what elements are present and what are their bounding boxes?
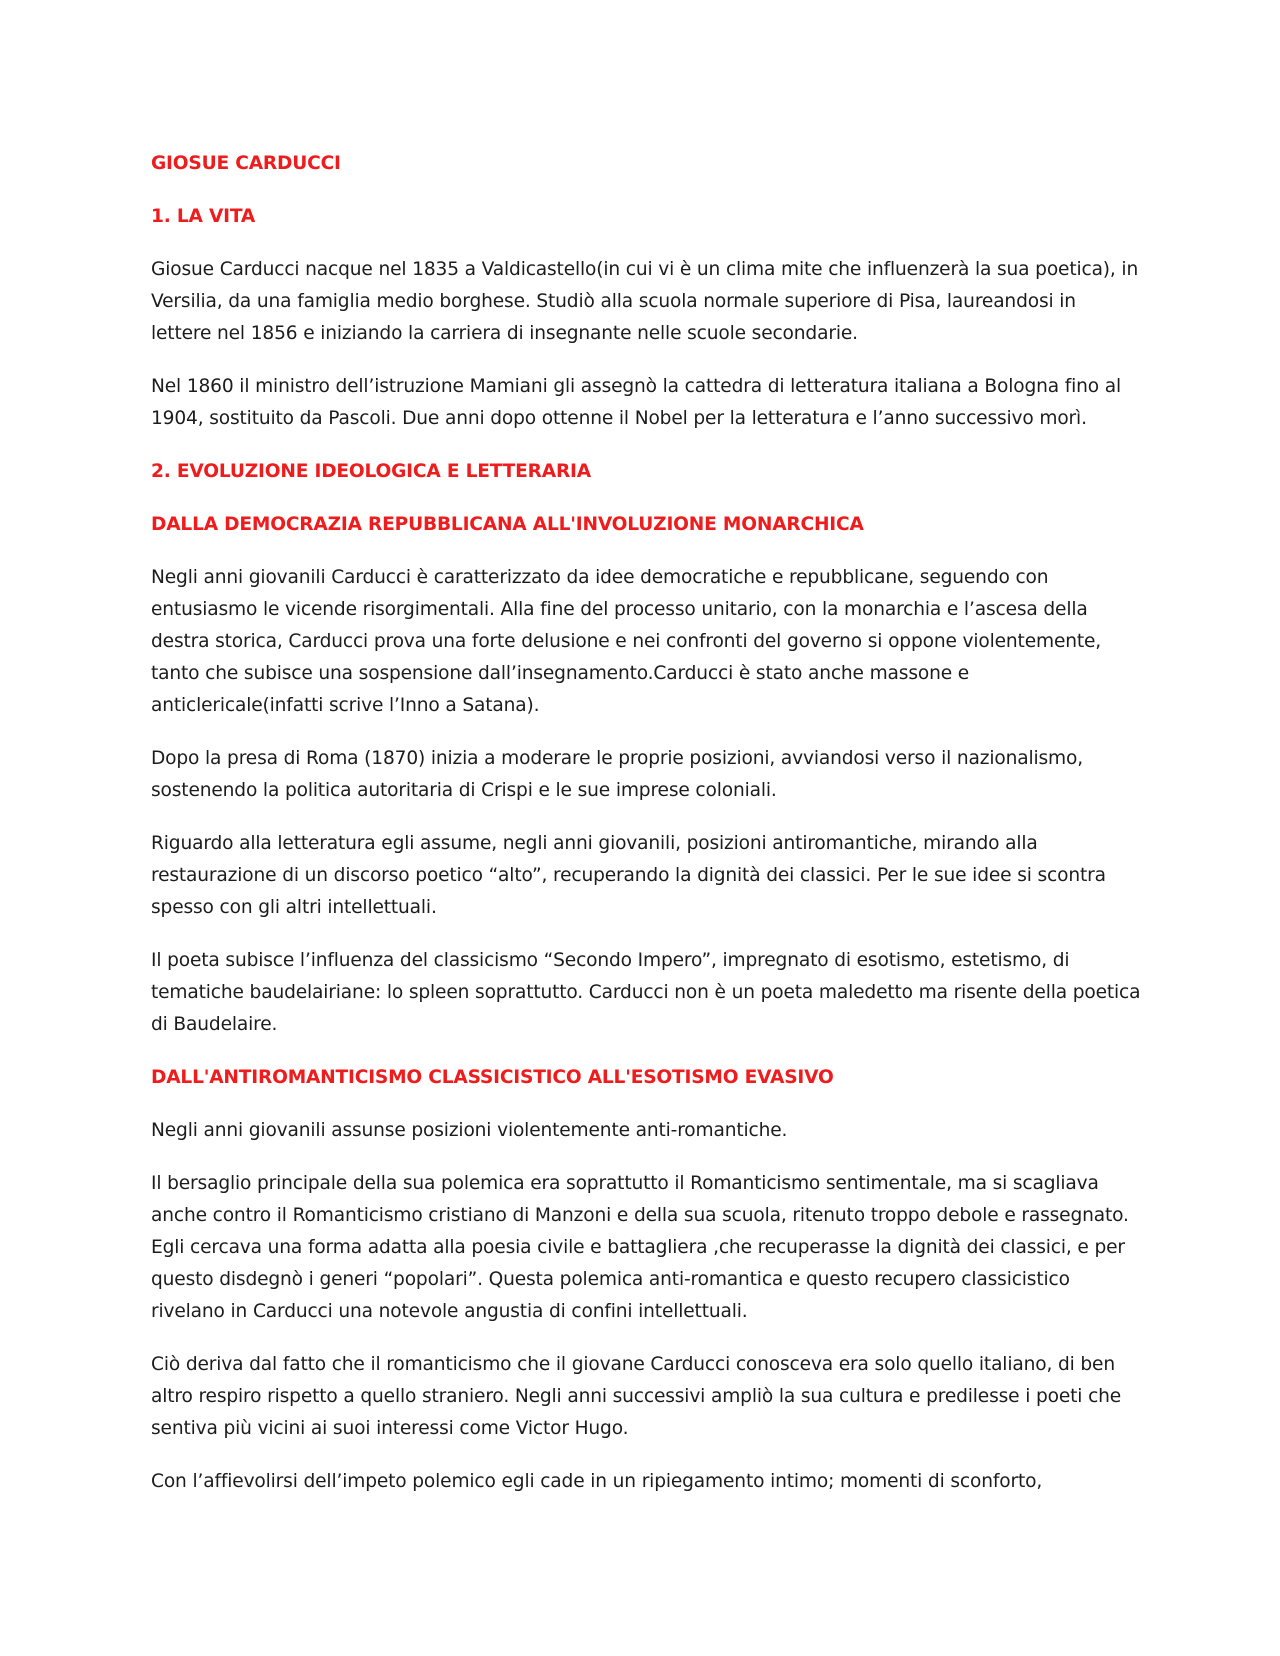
paragraph: Negli anni giovanili assunse posizioni violentemente anti-romantiche. [151,1120,788,1141]
doc-title: GIOSUE CARDUCCI [151,153,341,174]
paragraph: Il bersaglio principale della sua polemica era soprattutto il Romanticismo sentimentale, ma si scagliava anche contro il Romanticismo cristiano di Manzoni e della sua scuola, ritenuto troppo debole e rassegnato. Egli cercava una forma adatta alla poesia civile e battagliera ,che recuperasse la dignità dei classici, e per questo disdegnò i generi “popolari”. Questa polemica anti-romantica e questo recupero classicistico rivelano in Carducci una notevole angustia di confini intellettuali. [151,1173,1129,1322]
paragraph: Giosue Carducci nacque nel 1835 a Valdicastello(in cui vi è un clima mite che influenzerà la sua poetica), in Versilia, da una famiglia medio borghese. Studiò alla scuola normale superiore di Pisa, laureandosi in lettere nel 1856 e iniziando la carriera di insegnante nelle scuole secondarie. [151,259,1139,344]
paragraph: Con l’affievolirsi dell’impeto polemico egli cade in un ripiegamento intimo; momenti di sconforto, [151,1471,1043,1492]
paragraph: Dopo la presa di Roma (1870) inizia a moderare le proprie posizioni, avviandosi verso il nazionalismo, sostenendo la politica autoritaria di Crispi e le sue imprese coloniali. [151,748,1083,801]
paragraph: Negli anni giovanili Carducci è caratterizzato da idee democratiche e repubblicane, seguendo con entusiasmo le vicende risorgimentali. Alla fine del processo unitario, con la monarchia e l’ascesa della destra storica, Carducci prova una forte delusione e nei confronti del governo si oppone violentemente, tanto che subisce una sospensione dall’insegnamento.Carducci è stato anche massone e anticlericale(infatti scrive l’Inno a Satana). [151,567,1102,716]
paragraph: Nel 1860 il ministro dell’istruzione Mamiani gli assegnò la cattedra di letteratura italiana a Bologna fino al 1904, sostituito da Pascoli. Due anni dopo ottenne il Nobel per la letteratura e l’anno successivo morì. [151,376,1122,429]
document-page [151,148,1141,1519]
subsection-heading-antiromanticismo: DALL'ANTIROMANTICISMO CLASSICISTICO ALL'ESOTISMO EVASIVO [151,1067,834,1088]
paragraph: Ciò deriva dal fatto che il romanticismo che il giovane Carducci conosceva era solo quello italiano, di ben altro respiro rispetto a quello straniero. Negli anni successivi ampliò la sua cultura e predilesse i poeti che sentiva più vicini ai suoi interessi come Victor Hugo. [151,1354,1122,1439]
paragraph: Riguardo alla letteratura egli assume, negli anni giovanili, posizioni antiromantiche, mirando alla restaurazione di un discorso poetico “alto”, recuperando la dignità dei classici. Per le sue idee si scontra spesso con gli altri intellettuali. [151,833,1106,918]
paragraph: Il poeta subisce l’influenza del classicismo “Secondo Impero”, impregnato di esotismo, estetismo, di tematiche baudelairiane: lo spleen soprattutto. Carducci non è un poeta maledetto ma risente della poetica di Baudelaire. [151,950,1141,1035]
section-heading-evoluzione: 2. EVOLUZIONE IDEOLOGICA E LETTERARIA [151,461,591,482]
section-heading-la-vita: 1. LA VITA [151,206,256,227]
subsection-heading-democrazia: DALLA DEMOCRAZIA REPUBBLICANA ALL'INVOLUZIONE MONARCHICA [151,514,864,535]
